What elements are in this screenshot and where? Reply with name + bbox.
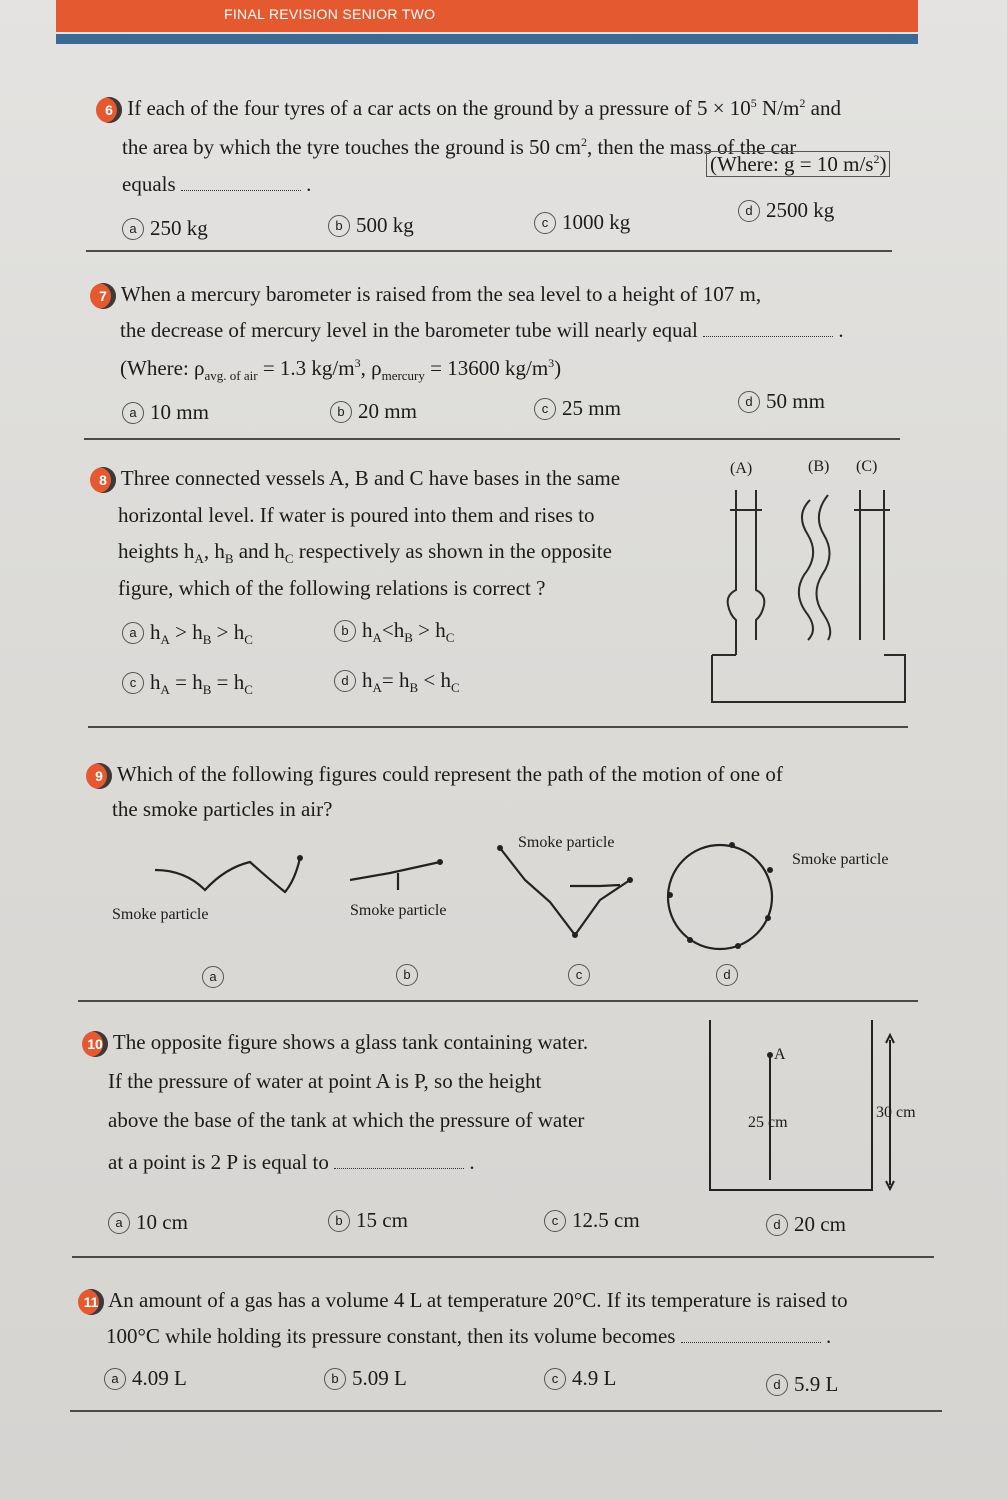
q7-number: 7 bbox=[90, 283, 116, 309]
option-letter: d bbox=[766, 1214, 788, 1236]
vessel-label-a: (A) bbox=[730, 460, 753, 477]
q7-option-c[interactable] bbox=[534, 396, 621, 421]
q11-option-a[interactable] bbox=[104, 1366, 187, 1391]
q11-option-d[interactable] bbox=[766, 1372, 838, 1397]
option-text: 4.9 L bbox=[572, 1366, 617, 1390]
option-text: 4.09 L bbox=[132, 1366, 187, 1390]
height-25-label: 25 cm bbox=[748, 1114, 788, 1131]
option-text: A bbox=[160, 682, 170, 698]
q7-text: = 13600 kg/m bbox=[424, 356, 549, 380]
q6-line1 bbox=[96, 96, 841, 123]
option-text: > h bbox=[412, 618, 446, 642]
q6-text: N/m bbox=[756, 96, 800, 120]
option-text: 500 kg bbox=[356, 213, 414, 237]
q10-text: If the pressure of water at point A is P, so the height bbox=[108, 1069, 542, 1093]
option-text: 250 kg bbox=[150, 216, 208, 240]
q6-text: the area by which the tyre touches the ground is 50 cm bbox=[122, 135, 581, 159]
q7-text: , ρ bbox=[360, 356, 382, 380]
option-text: 5.09 L bbox=[352, 1366, 407, 1390]
option-text: h bbox=[362, 668, 373, 692]
q6-where-box bbox=[706, 151, 890, 177]
option-text: A bbox=[372, 680, 382, 696]
q9-text: Which of the following figures could represent the path of the motion of one of bbox=[116, 762, 783, 786]
q8-text: C bbox=[284, 551, 294, 567]
option-text: C bbox=[244, 682, 253, 698]
q6-text: 2 bbox=[580, 135, 587, 149]
q8-line2 bbox=[118, 503, 594, 528]
option-letter: d bbox=[334, 670, 356, 692]
option-letter: c bbox=[544, 1368, 566, 1390]
q10-line1 bbox=[82, 1030, 588, 1057]
q6-option-d[interactable] bbox=[738, 198, 834, 223]
q9-number: 9 bbox=[86, 763, 112, 789]
option-text: 15 cm bbox=[356, 1208, 408, 1232]
smoke-label-c: Smoke particle bbox=[518, 834, 615, 851]
option-text: 25 mm bbox=[562, 396, 621, 420]
q8-text: , h bbox=[203, 539, 225, 563]
option-letter: a bbox=[104, 1368, 126, 1390]
option-text: = h bbox=[169, 670, 203, 694]
q7-text: 3 bbox=[548, 356, 555, 370]
q7-option-d[interactable] bbox=[738, 389, 825, 414]
q11-line2: 100°C while holding its pressure constant, then its volume becomes . bbox=[106, 1324, 832, 1348]
q6-text: If each of the four tyres of a car acts on the ground by a pressure of bbox=[127, 96, 697, 120]
q7-option-b[interactable] bbox=[330, 399, 417, 424]
q6-text: , then the mass of the car bbox=[586, 135, 797, 159]
q11-option-c[interactable] bbox=[544, 1366, 616, 1391]
q8-number: 8 bbox=[90, 467, 116, 493]
option-text: B bbox=[404, 630, 413, 646]
q10-option-b[interactable] bbox=[328, 1208, 408, 1233]
q8-line1 bbox=[90, 466, 620, 493]
q9-line1 bbox=[86, 762, 783, 789]
option-letter: b bbox=[330, 401, 352, 423]
q11-number: 11 bbox=[78, 1289, 104, 1315]
vessel-label-c: (C) bbox=[856, 458, 878, 475]
option-text: 5.9 L bbox=[794, 1372, 839, 1396]
option-text: 20 mm bbox=[358, 399, 417, 423]
q7-text: ) bbox=[554, 356, 562, 380]
height-30-label: 30 cm bbox=[876, 1104, 916, 1121]
divider bbox=[84, 438, 900, 440]
q10-line3 bbox=[108, 1108, 584, 1133]
q7-line2: the decrease of mercury level in the barometer tube will nearly equal . bbox=[120, 318, 844, 342]
option-letter: c bbox=[122, 672, 144, 694]
q7-option-a[interactable] bbox=[122, 400, 209, 425]
q11-text: An amount of a gas has a volume 4 L at temperature 20°C. If its temperature is raised to bbox=[108, 1288, 848, 1312]
q9-option-d[interactable] bbox=[716, 962, 744, 987]
smoke-label-a: Smoke particle bbox=[112, 906, 209, 923]
q10-line4: at a point is 2 P is equal to . bbox=[108, 1150, 475, 1174]
option-text: C bbox=[445, 630, 455, 646]
answer-blank bbox=[703, 322, 833, 337]
q11-line1 bbox=[78, 1288, 848, 1315]
option-text: B bbox=[202, 632, 212, 648]
option-text: = h bbox=[381, 668, 410, 692]
option-letter: c bbox=[534, 398, 556, 420]
smoke-label-d: Smoke particle bbox=[792, 851, 889, 868]
answer-blank bbox=[181, 176, 301, 191]
q7-text: (Where: ρ bbox=[120, 356, 205, 380]
q6-text: 2 bbox=[873, 152, 880, 166]
option-text: h bbox=[150, 670, 161, 694]
smoke-label-b: Smoke particle bbox=[350, 902, 447, 919]
option-letter: b bbox=[334, 620, 356, 642]
option-letter: d bbox=[738, 200, 760, 222]
divider bbox=[88, 726, 908, 728]
q10-option-a[interactable] bbox=[108, 1210, 188, 1235]
option-text: 10 cm bbox=[136, 1210, 188, 1234]
option-text: B bbox=[202, 682, 212, 698]
option-letter: d bbox=[738, 391, 760, 413]
q8-text: B bbox=[224, 551, 234, 567]
q8-text: Three connected vessels A, B and C have bases in the same bbox=[120, 466, 621, 490]
option-text: A bbox=[160, 632, 170, 648]
q8-text: figure, which of the following relations is correct ? bbox=[118, 576, 546, 600]
q6-option-b[interactable] bbox=[328, 213, 414, 238]
q10-number: 10 bbox=[82, 1031, 108, 1057]
divider bbox=[86, 250, 892, 252]
header-underline bbox=[56, 34, 918, 44]
option-text: 12.5 cm bbox=[572, 1208, 640, 1232]
q10-text: at a point is 2 P is equal to bbox=[108, 1150, 329, 1174]
option-text: < h bbox=[418, 668, 451, 692]
q7-text: When a mercury barometer is raised from the sea level to a height of 107 m, bbox=[120, 282, 762, 306]
q10-text: The opposite figure shows a glass tank containing water. bbox=[112, 1030, 589, 1054]
q6-text: 2 bbox=[799, 96, 806, 110]
q7-text: avg. of air bbox=[204, 368, 258, 384]
q8-text: heights h bbox=[118, 539, 195, 563]
q8-text: horizontal level. If water is poured into them and rises to bbox=[118, 503, 595, 527]
q6-text: equals bbox=[122, 172, 176, 196]
option-letter: d bbox=[766, 1374, 788, 1396]
q7-line1 bbox=[90, 282, 761, 309]
vessel-label-b: (B) bbox=[808, 458, 830, 475]
q6-line2 bbox=[122, 135, 796, 160]
q11-text: 100°C while holding its pressure constant, then its volume becomes bbox=[106, 1324, 676, 1348]
q6-option-c[interactable] bbox=[534, 210, 630, 235]
q10-text: above the base of the tank at which the pressure of water bbox=[108, 1108, 585, 1132]
option-letter: a bbox=[108, 1212, 130, 1234]
option-text: > h bbox=[169, 620, 203, 644]
option-letter: b bbox=[396, 964, 418, 986]
option-text: 10 mm bbox=[150, 400, 209, 424]
option-letter: a bbox=[122, 402, 144, 424]
q6-text: and bbox=[805, 96, 841, 120]
option-text: C bbox=[244, 632, 253, 648]
q6-line3: equals . bbox=[122, 172, 312, 196]
answer-blank bbox=[334, 1154, 464, 1169]
q8-text: and h bbox=[233, 539, 285, 563]
q9-option-a[interactable] bbox=[202, 964, 230, 989]
q9-option-b[interactable] bbox=[396, 962, 424, 987]
option-text: h bbox=[150, 620, 161, 644]
q7-text: the decrease of mercury level in the barometer tube will nearly equal bbox=[120, 318, 698, 342]
q6-text: 5 bbox=[750, 96, 757, 110]
q6-where bbox=[706, 152, 890, 177]
q8-text: A bbox=[194, 551, 204, 567]
q9-text: the smoke particles in air? bbox=[112, 797, 333, 821]
q7-text: = 1.3 kg/m bbox=[257, 356, 355, 380]
option-letter: c bbox=[544, 1210, 566, 1232]
point-a-label: A bbox=[774, 1046, 786, 1063]
q7-text: mercury bbox=[381, 368, 425, 384]
answer-blank bbox=[681, 1328, 821, 1343]
header-banner bbox=[56, 0, 918, 32]
option-text: 2500 kg bbox=[766, 198, 835, 222]
q8-option-d[interactable] bbox=[334, 668, 460, 696]
q6-text: 5 × 10 bbox=[696, 96, 751, 120]
q7-where bbox=[120, 356, 561, 384]
divider bbox=[70, 1410, 942, 1412]
q11-option-b[interactable] bbox=[324, 1366, 407, 1391]
option-letter: a bbox=[122, 622, 144, 644]
option-letter: c bbox=[568, 964, 590, 986]
q10-option-c[interactable] bbox=[544, 1208, 640, 1233]
option-letter: b bbox=[328, 1210, 350, 1232]
option-text: <h bbox=[381, 618, 405, 642]
q8-text: respectively as shown in the opposite bbox=[293, 539, 612, 563]
q7-text: 3 bbox=[354, 356, 361, 370]
divider bbox=[78, 1000, 918, 1002]
option-letter: b bbox=[328, 215, 350, 237]
option-text: 50 mm bbox=[766, 389, 825, 413]
q10-option-d[interactable] bbox=[766, 1212, 846, 1237]
option-letter: a bbox=[202, 966, 224, 988]
connected-vessels-figure bbox=[700, 480, 910, 710]
q8-line3 bbox=[118, 539, 612, 567]
q6-option-a[interactable] bbox=[122, 216, 208, 241]
option-text: > h bbox=[211, 620, 245, 644]
q8-line4 bbox=[118, 576, 545, 601]
header-title: FINAL REVISION SENIOR TWO bbox=[224, 6, 436, 22]
q8-option-a[interactable] bbox=[122, 620, 253, 648]
option-letter: d bbox=[716, 964, 738, 986]
option-text: 1000 kg bbox=[562, 210, 631, 234]
divider bbox=[72, 1256, 934, 1258]
option-text: B bbox=[409, 680, 419, 696]
q6-text: (Where: g = 10 m/s bbox=[710, 152, 874, 176]
option-letter: b bbox=[324, 1368, 346, 1390]
q8-option-b[interactable] bbox=[334, 618, 454, 646]
option-text: C bbox=[451, 680, 460, 696]
q8-option-c[interactable] bbox=[122, 670, 253, 698]
option-letter: c bbox=[534, 212, 556, 234]
q6-text: ) bbox=[879, 152, 887, 176]
option-text: 20 cm bbox=[794, 1212, 846, 1236]
q9-line2 bbox=[112, 797, 332, 822]
option-text: A bbox=[372, 630, 382, 646]
option-text: = h bbox=[211, 670, 245, 694]
q10-line2 bbox=[108, 1069, 541, 1094]
option-letter: a bbox=[122, 218, 144, 240]
q9-option-c[interactable] bbox=[568, 962, 596, 987]
option-text: h bbox=[362, 618, 373, 642]
q6-number: 6 bbox=[96, 97, 122, 123]
